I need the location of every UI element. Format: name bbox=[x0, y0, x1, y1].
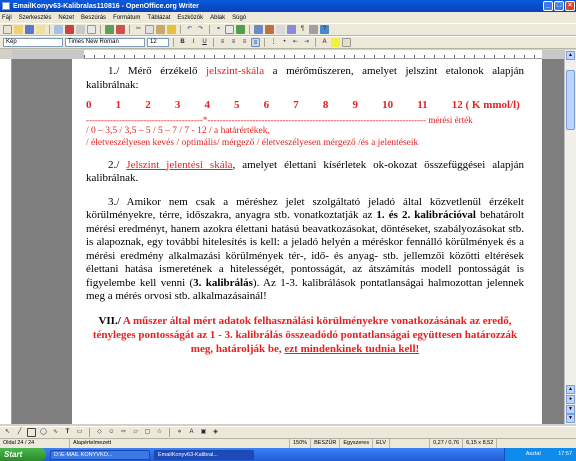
decrease-indent-icon[interactable]: ⇤ bbox=[292, 39, 299, 45]
p3-text-b: behatárolt mérési eredményt, hanem azokra élettani hatású beavatkozásokat, döntéseket, szabályozásokat stb. is alapoznak, egy további hitelesítés is kell: a jeladó helyén a méréskor fennálló körülmények és a mérési eredmény alkalmazási körülmények tér-, idő- és anyag- stb. jellemzői közötti eltérések élettani hatása ismeretének a hitelességét, pontosságát, az átszámítás modell pontosságát is figyelembe kell venni ( bbox=[86, 209, 524, 289]
scroll-thumb[interactable] bbox=[566, 70, 575, 130]
align-center-icon[interactable]: ≡ bbox=[231, 39, 236, 45]
section-vii bbox=[86, 314, 524, 356]
menu-view[interactable]: Nézet bbox=[58, 14, 75, 21]
find-replace-icon[interactable] bbox=[254, 25, 263, 34]
taskbar bbox=[0, 448, 576, 461]
menu-bar bbox=[0, 12, 576, 23]
justify-icon[interactable]: ≡ bbox=[251, 38, 260, 47]
scale-value: 11 bbox=[417, 99, 428, 111]
object-size: 6,15 x 8,52 bbox=[463, 439, 497, 448]
background-color-icon[interactable] bbox=[342, 38, 351, 47]
edit-file-icon[interactable] bbox=[54, 25, 63, 34]
zoom-icon[interactable] bbox=[309, 25, 318, 34]
menu-insert[interactable]: Beszúrás bbox=[81, 14, 107, 21]
writer-app-icon bbox=[2, 2, 10, 10]
scroll-up-arrow-icon[interactable]: ▲ bbox=[566, 385, 575, 394]
p3-text-c: ). Az 1-3. kalibrálások pontatlanságai halmozottan jelennek meg a mérés orvosi stb. alkalmazásainál! bbox=[86, 276, 524, 302]
paragraph-1 bbox=[86, 65, 524, 92]
modified-indicator bbox=[390, 439, 430, 448]
toolbar-separator bbox=[173, 38, 174, 47]
toolbar-separator bbox=[209, 25, 210, 34]
freeform-tool-icon[interactable]: ∿ bbox=[52, 429, 59, 435]
close-button[interactable]: × bbox=[565, 1, 575, 11]
scale-value: 1 bbox=[115, 99, 122, 111]
clock: 17:57 bbox=[558, 451, 572, 457]
document-page[interactable] bbox=[72, 59, 542, 424]
highlighting-icon[interactable] bbox=[331, 38, 340, 47]
menu-window[interactable]: Ablak bbox=[210, 14, 226, 21]
vii-number: VII./ bbox=[98, 314, 121, 327]
p3-bold-a: 1. és 2. kalibrációval bbox=[376, 209, 476, 221]
block-arrows-icon[interactable]: ⇨ bbox=[120, 429, 127, 435]
help-icon[interactable]: ? bbox=[320, 25, 329, 34]
underline-icon[interactable]: U bbox=[202, 39, 207, 45]
increase-indent-icon[interactable]: ⇥ bbox=[303, 39, 310, 45]
text-tool-icon[interactable]: T bbox=[65, 429, 70, 435]
redo-icon[interactable]: ↷ bbox=[197, 26, 204, 32]
selection-type[interactable]: ELV bbox=[373, 439, 390, 448]
p3-bold-b: 3. kalibrálás bbox=[193, 276, 253, 289]
ruler-left-margin bbox=[12, 50, 84, 59]
menu-tools[interactable]: Eszközök bbox=[177, 14, 204, 21]
flowchart-icon[interactable]: ▱ bbox=[133, 429, 138, 435]
gallery-icon[interactable] bbox=[276, 25, 285, 34]
p1-number: 1./ Mérő érzékelő bbox=[108, 65, 207, 77]
scale-value: 5 bbox=[234, 99, 240, 111]
font-name-select[interactable]: Times New Roman bbox=[65, 38, 145, 47]
taskbar-item-explorer[interactable]: D:\E-MAIL KONYVKO... bbox=[50, 450, 150, 460]
bullets-icon[interactable]: • bbox=[283, 39, 286, 45]
page-indicator: Oldal 24 / 24 bbox=[0, 439, 70, 448]
p2-red-term: Jelszint jelentési skála bbox=[126, 158, 233, 171]
document-workspace bbox=[12, 59, 564, 424]
extrusion-icon[interactable]: ◈ bbox=[213, 429, 218, 435]
align-right-icon[interactable]: ≡ bbox=[242, 39, 247, 45]
threshold-labels: / életveszélyesen kevés / optimális/ mérgező / életveszélyesen mérgező /és a jelentéseik bbox=[86, 137, 419, 148]
p1-red-term: jelszint-skála bbox=[206, 65, 265, 77]
page-style[interactable]: Alapértelmezett bbox=[70, 439, 290, 448]
numbering-icon[interactable]: ⋮ bbox=[270, 39, 277, 45]
insert-mode[interactable]: BESZÚR bbox=[311, 439, 340, 448]
italic-icon[interactable]: I bbox=[192, 39, 195, 45]
ruler-right-margin bbox=[542, 50, 564, 59]
bold-icon[interactable]: B bbox=[180, 39, 185, 45]
drawing-toolbar bbox=[0, 426, 576, 438]
ellipse-tool-icon[interactable]: ◯ bbox=[40, 429, 47, 435]
scale-value: 4 bbox=[204, 99, 210, 111]
measurement-scale bbox=[86, 99, 524, 113]
menu-format[interactable]: Formátum bbox=[113, 14, 141, 21]
system-tray bbox=[504, 448, 576, 461]
zoom-level[interactable]: 150% bbox=[290, 439, 311, 448]
toolbar-separator bbox=[213, 38, 214, 47]
formatting-toolbar bbox=[0, 36, 576, 49]
minimize-button[interactable]: _ bbox=[543, 1, 553, 11]
data-sources-icon[interactable] bbox=[287, 25, 296, 34]
points-icon[interactable]: ⋄ bbox=[177, 429, 182, 435]
toolbar-separator bbox=[264, 38, 265, 47]
title-bar bbox=[0, 0, 576, 12]
paragraph-style-select[interactable]: Kép bbox=[3, 38, 63, 47]
from-file-icon[interactable]: ▣ bbox=[200, 429, 207, 435]
scale-unit: 12 ( K mmol/l) bbox=[451, 99, 520, 111]
menu-edit[interactable]: Szerkesztés bbox=[18, 14, 52, 21]
scale-value: 8 bbox=[322, 99, 329, 111]
window-title: EmailKonyv63-Kalibralas110816 - OpenOffice.org Writer bbox=[13, 2, 199, 10]
print-icon[interactable] bbox=[76, 25, 85, 34]
navigator-icon[interactable] bbox=[265, 25, 274, 34]
fontwork-icon[interactable]: A bbox=[189, 429, 194, 435]
ruler-ticks bbox=[84, 55, 542, 58]
hyperlink-icon[interactable]: ⚭ bbox=[215, 26, 222, 32]
horizontal-ruler[interactable] bbox=[12, 50, 564, 59]
vii-text: A műszer által mért adatok felhasználási körülményekre vonatkozásának az eredő, tényleges pontosságát az 1 - 3. kalibrálás összeadódó pontatlanságai együttesen határozzák meg, határolják be, bbox=[92, 314, 518, 355]
scroll-down-arrow-icon[interactable]: ▼ bbox=[566, 414, 575, 423]
vertical-ruler[interactable] bbox=[0, 59, 12, 424]
menu-help[interactable]: Súgó bbox=[232, 14, 247, 21]
browse-object-icon[interactable]: ● bbox=[566, 395, 575, 404]
vertical-scrollbar[interactable] bbox=[564, 50, 576, 424]
scale-value: 9 bbox=[352, 99, 358, 111]
tray-label: Asztal bbox=[525, 451, 541, 457]
taskbar-item-writer[interactable]: EmailKonyv63-Kalibral... bbox=[154, 450, 254, 460]
font-size-select[interactable]: 12 bbox=[147, 38, 169, 47]
vii-underlined-text: ezt mindenkinek tudnia kell! bbox=[284, 342, 420, 355]
scale-value: 3 bbox=[174, 99, 181, 111]
callout-tool-icon[interactable]: ▭ bbox=[76, 429, 83, 435]
p2-number: 2./ bbox=[108, 158, 127, 171]
select-arrow-icon[interactable]: ↖ bbox=[4, 429, 11, 435]
stars-icon[interactable]: ☆ bbox=[156, 429, 163, 435]
show-draw-functions-icon[interactable] bbox=[236, 25, 245, 34]
pdf-export-icon[interactable] bbox=[65, 25, 74, 34]
scale-value: 10 bbox=[382, 99, 394, 111]
toolbar-separator bbox=[129, 25, 130, 34]
mail-icon[interactable] bbox=[36, 25, 45, 34]
toolbar-separator bbox=[180, 25, 181, 34]
scroll-down-arrow-icon[interactable]: ▼ bbox=[566, 405, 575, 414]
standard-toolbar bbox=[0, 23, 576, 36]
toolbar-separator bbox=[169, 428, 170, 437]
table-icon[interactable] bbox=[225, 25, 234, 34]
scale-value: 7 bbox=[293, 99, 299, 111]
autospellcheck-icon[interactable] bbox=[116, 25, 125, 34]
new-document-icon[interactable] bbox=[3, 25, 12, 34]
toolbar-separator bbox=[89, 428, 90, 437]
selection-mode[interactable]: Egyszeres bbox=[340, 439, 373, 448]
maximize-button[interactable]: □ bbox=[554, 1, 564, 11]
format-paintbrush-icon[interactable] bbox=[167, 25, 176, 34]
toolbar-separator bbox=[100, 25, 101, 34]
scale-value: 0 bbox=[86, 99, 92, 111]
scroll-up-arrow-icon[interactable]: ▲ bbox=[566, 51, 575, 60]
page-preview-icon[interactable] bbox=[87, 25, 96, 34]
copy-icon[interactable] bbox=[145, 25, 154, 34]
open-folder-icon[interactable] bbox=[14, 25, 23, 34]
align-left-icon[interactable]: ≡ bbox=[220, 39, 225, 45]
paste-icon[interactable] bbox=[156, 25, 165, 34]
nonprinting-characters-icon[interactable]: ¶ bbox=[300, 26, 305, 32]
basic-shapes-icon[interactable]: ◇ bbox=[97, 429, 102, 435]
paragraph-2 bbox=[86, 159, 524, 186]
toolbar-separator bbox=[49, 25, 50, 34]
scale-value: 2 bbox=[145, 99, 151, 111]
threshold-ranges: / 0 – 3,5 / 3,5 – 5 / 5 – 7 / 7 - 12 / a határértékek, bbox=[86, 125, 270, 136]
menu-file[interactable]: Fájl bbox=[2, 14, 12, 21]
p2-text: , amelyet élettani kísérletek ok-okozat összefüggései alapján kalibrálnak. bbox=[86, 158, 524, 184]
scale-value: 6 bbox=[263, 99, 270, 111]
symbol-shapes-icon[interactable]: ☺ bbox=[108, 429, 115, 435]
save-icon[interactable] bbox=[25, 25, 34, 34]
toolbar-separator bbox=[249, 25, 250, 34]
menu-table[interactable]: Táblázat bbox=[147, 14, 171, 21]
p1-text: a mérőműszeren, amelyet jelszint etalonok alapján kalibrálnak: bbox=[86, 65, 524, 91]
undo-icon[interactable]: ↶ bbox=[186, 26, 193, 32]
font-color-icon[interactable]: A bbox=[322, 39, 327, 45]
cut-icon[interactable]: ✂ bbox=[135, 26, 142, 32]
paragraph-3 bbox=[86, 196, 524, 304]
line-tool-icon[interactable]: ╱ bbox=[17, 429, 22, 435]
document-content[interactable] bbox=[86, 65, 524, 356]
rectangle-tool-icon[interactable] bbox=[27, 428, 36, 437]
scale-axis-line: ---------------------------------------*------------------------------------------------------------------------- mérési érték bbox=[86, 114, 473, 125]
callouts-icon[interactable]: ▢ bbox=[144, 429, 151, 435]
spellcheck-icon[interactable] bbox=[105, 25, 114, 34]
start-button[interactable]: Start bbox=[0, 448, 46, 461]
cursor-position: 0,27 / 0,76 bbox=[430, 439, 463, 448]
p3-text-a: 3./ Amikor nem csak a méréshez jelet szolgáltató jeladó által közvetlenül érzékelt körülményekre, térre, időszakra, anyagra stb. vonatkoztatják az bbox=[86, 195, 524, 221]
status-bar bbox=[0, 438, 576, 448]
toolbar-separator bbox=[315, 38, 316, 47]
